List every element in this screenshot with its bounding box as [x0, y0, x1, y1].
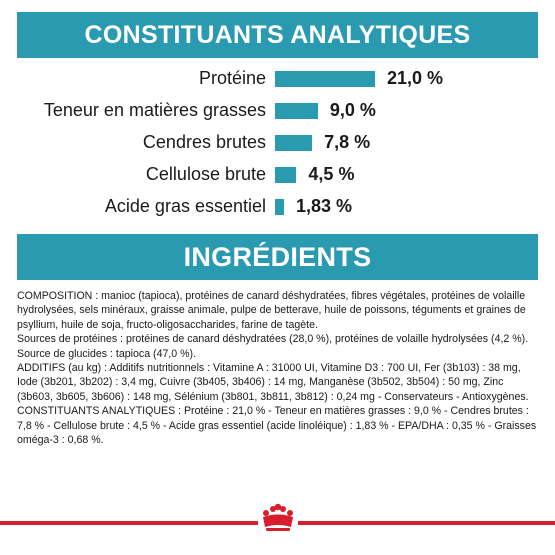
analytics-row: [0, 126, 555, 158]
analytics-row: [0, 62, 555, 94]
protein-sources-paragraph: Sources de protéines : protéines de canard déshydratées (28,0 %), protéines de volaille hydrolysées (4,2 %). Source de glucides : tapioca (47,0 %).: [17, 333, 529, 360]
analytics-row-bar: [275, 199, 284, 215]
ingredients-text: [17, 289, 539, 447]
analytics-banner: [17, 12, 538, 58]
analytics-title: CONSTITUANTS ANALYTIQUES: [84, 21, 471, 49]
ingredients-banner: [17, 234, 538, 280]
ingredients-title: INGRÉDIENTS: [183, 242, 372, 272]
analytics-row-label: Cellulose brute: [145, 164, 266, 184]
additives-paragraph: ADDITIFS (au kg) : Additifs nutritionnels : Vitamine A : 31000 UI, Vitamine D3 : 700 UI, Fer (3b103) : 38 mg, Iode (3b201, 3b202) : 3,4 mg, Cuivre (3b405, 3b406) : 14 mg, Manganèse (3b502, 3b504) : 50 mg, Zinc (3b603, 3b605, 3b606) : 148 mg, Sélénium (3b801, 3b811, 3b812) : 0,24 mg - Conservateurs - Antioxygènes.: [17, 362, 529, 403]
analytics-row-value: 7,8 %: [324, 132, 371, 152]
analytics-row: [0, 190, 555, 222]
analytics-row-label: Acide gras essentiel: [104, 196, 266, 216]
analytics-row-value: 21,0 %: [387, 68, 444, 88]
analytics-row-bar: [275, 71, 375, 87]
analytics-row: [0, 158, 555, 190]
analytics-row-label: Cendres brutes: [142, 132, 266, 152]
analytics-row-label: Protéine: [198, 68, 266, 88]
analytics-row-value: 1,83 %: [296, 196, 353, 216]
analytics-row-bar: [275, 103, 318, 119]
royal-canin-crown-icon: [258, 503, 298, 537]
analytics-row-value: 4,5 %: [308, 164, 355, 184]
analytics-paragraph: CONSTITUANTS ANALYTIQUES : Protéine : 21,0 % - Teneur en matières grasses : 9,0 % - Cendres brutes : 7,8 % - Cellulose brute : 4,5 % - Acide gras essentiel (acide linoléique) : 1,83 % - EPA/DHA : 0,35 % - Graisses oméga-3 : 0,68 %.: [17, 405, 537, 447]
analytics-row-bar: [275, 135, 312, 151]
composition-paragraph: COMPOSITION : manioc (tapioca), protéines de canard déshydratées, fibres végétales, protéines de volaille hydrolysées, sels minéraux, graisse animale, pulpe de betterave, huile de poissons, téguments et graines de psyllium, huile de soja, fructo-oligosaccharides, farine de tagète.: [17, 290, 526, 331]
analytics-row: [0, 94, 555, 126]
analytics-row-value: 9,0 %: [329, 100, 376, 120]
analytics-row-bar: [275, 167, 296, 183]
analytics-row-label: Teneur en matières grasses: [43, 100, 266, 120]
